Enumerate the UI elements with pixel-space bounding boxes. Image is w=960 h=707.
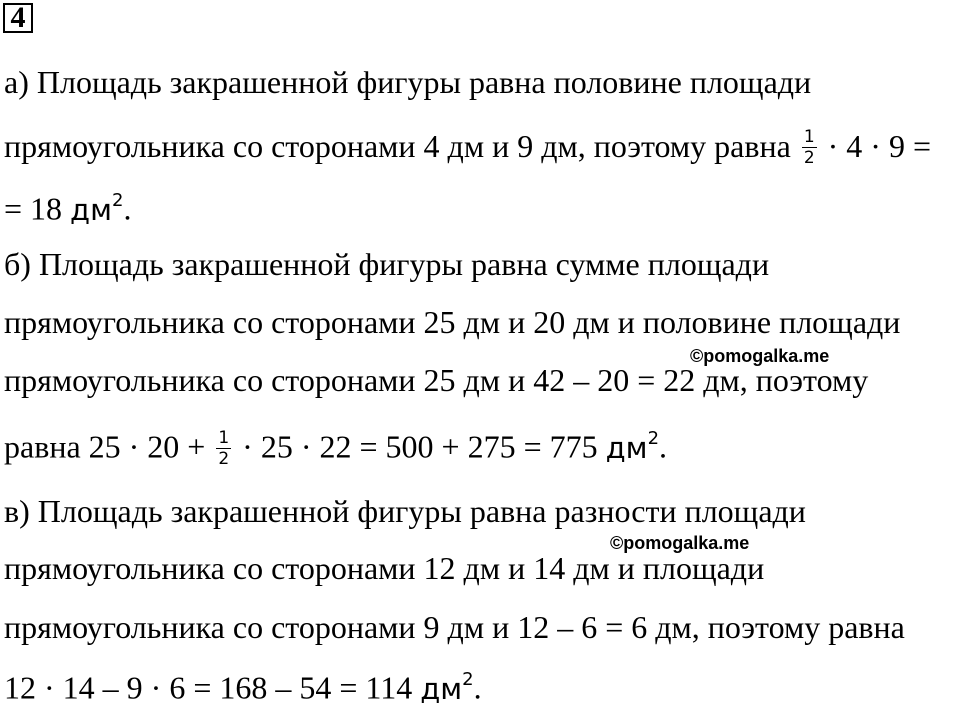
part-c-unit-exponent: 2 [462, 669, 474, 690]
part-b-period: . [659, 428, 668, 465]
part-a-line-2-tail: · 4 · 9 = [827, 128, 931, 164]
part-a-fraction-denominator: 2 [803, 148, 815, 169]
part-a-unit [70, 190, 124, 227]
part-c-line-4 [4, 665, 482, 707]
part-a-line-2 [4, 128, 931, 169]
part-b-unit-exponent: 2 [647, 428, 660, 449]
part-a-line-1: а) Площадь закрашенной фигуры равна половине площади [4, 64, 812, 100]
part-a-line-2-text: прямоугольника со сторонами 4 дм и 9 дм, поэтому равна [4, 128, 791, 164]
part-a-fraction [802, 128, 817, 167]
task-number-badge: 4 [3, 3, 33, 33]
part-b-line-4 [4, 424, 667, 470]
part-a-result: = 18 [4, 190, 63, 227]
part-b-line-3: прямоугольника со сторонами 25 дм и 42 – 20 = 22 дм, поэтому [4, 362, 869, 398]
part-a-unit-text: дм [70, 192, 112, 227]
part-a-unit-exponent: 2 [111, 190, 124, 211]
part-c-line-3: прямоугольника со сторонами 9 дм и 12 – 6 = 6 дм, поэтому равна [4, 609, 905, 645]
part-b-line-4-tail: · 25 · 22 = 500 + 275 = 775 [242, 428, 598, 465]
part-c-period: . [473, 669, 482, 706]
part-b-fraction-denominator: 2 [218, 448, 230, 469]
part-b-line-4-start: равна 25 · 20 + [4, 428, 206, 465]
part-c-line-2: прямоугольника со сторонами 12 дм и 14 дм и площади [4, 550, 765, 586]
part-a-fraction-numerator: 1 [803, 127, 815, 148]
part-a-period: . [123, 190, 132, 227]
part-b-unit [605, 428, 660, 465]
part-c-unit-text: дм [420, 671, 463, 706]
part-b-fraction [216, 429, 231, 468]
part-c-line-4-text: 12 · 14 – 9 · 6 = 168 – 54 = 114 [4, 669, 413, 706]
watermark-2: ©pomogalka.me [610, 533, 750, 553]
watermark-1: ©pomogalka.me [690, 346, 830, 366]
part-b-fraction-numerator: 1 [218, 427, 230, 448]
part-b-unit-text: дм [605, 430, 648, 465]
part-b-line-1: б) Площадь закрашенной фигуры равна сумме площади [4, 246, 770, 282]
part-c-line-1: в) Площадь закрашенной фигуры равна разности площади [4, 493, 806, 529]
part-b-line-2: прямоугольника со сторонами 25 дм и 20 дм и половине площади [4, 304, 901, 340]
part-a-line-3 [4, 186, 131, 228]
